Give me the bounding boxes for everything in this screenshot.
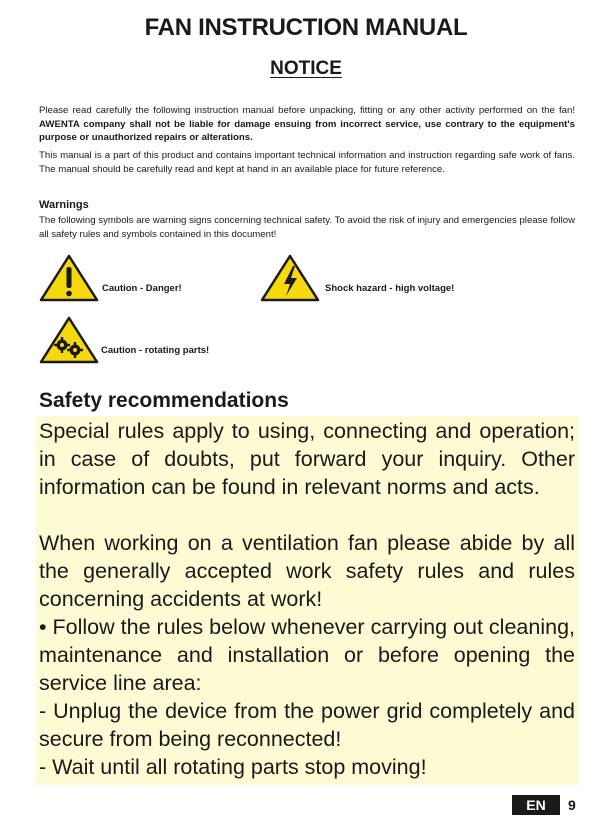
intro-paragraph-1 [39,104,575,145]
rotating-parts-caption: Caution - rotating parts! [101,345,210,356]
language-badge: EN [512,795,560,815]
notice-label: NOTICE [270,58,342,79]
rotating-parts-warning-icon [39,316,99,364]
safety-heading: Safety recommendations [39,389,289,412]
warnings-text: The following symbols are warning signs concerning technical safety. To avoid the risk of injury and emergencies please follow all safety rules and symbols contained in this document! [39,215,575,240]
safety-paragraph-2: When working on a ventilation fan please abide by all the generally accepted work safety rules and rules concerning accidents at work! [39,531,575,611]
high-voltage-warning-icon [260,254,320,302]
danger-caption: Caution - Danger! [102,283,182,294]
safety-paragraph-4: - Unplug the device from the power grid completely and secure from being reconnected! [39,699,575,751]
warnings-heading: Warnings [39,199,89,211]
intro-paragraph-2: This manual is a part of this product and contains important technical information and instruction regarding safe work of fans. The manual should be carefully read and kept at hand in an available place for future reference. [39,150,575,175]
intro-text: Please read carefully the following instruction manual before unpacking, fitting or any other activity performed on the fan! [39,105,575,116]
exclamation-warning-icon [39,254,99,302]
page-number: 9 [568,797,576,813]
notice-heading [0,58,612,80]
page-title: FAN INSTRUCTION MANUAL [144,14,468,41]
liability-statement: AWENTA company shall not be liable for damage ensuing from incorrect service, use contrary to the equipment's purpose or unauthorized repairs or alterations. [39,118,575,144]
safety-paragraph-5: - Wait until all rotating parts stop moving! [39,755,427,779]
safety-paragraph-3: • Follow the rules below whenever carrying out cleaning, maintenance and installation or before opening the service line area: [39,615,575,695]
safety-paragraph-1: Special rules apply to using, connecting and operation; in case of doubts, put forward your inquiry. Other information can be found in relevant norms and acts. [39,419,575,499]
shock-hazard-caption: Shock hazard - high voltage! [325,283,455,294]
